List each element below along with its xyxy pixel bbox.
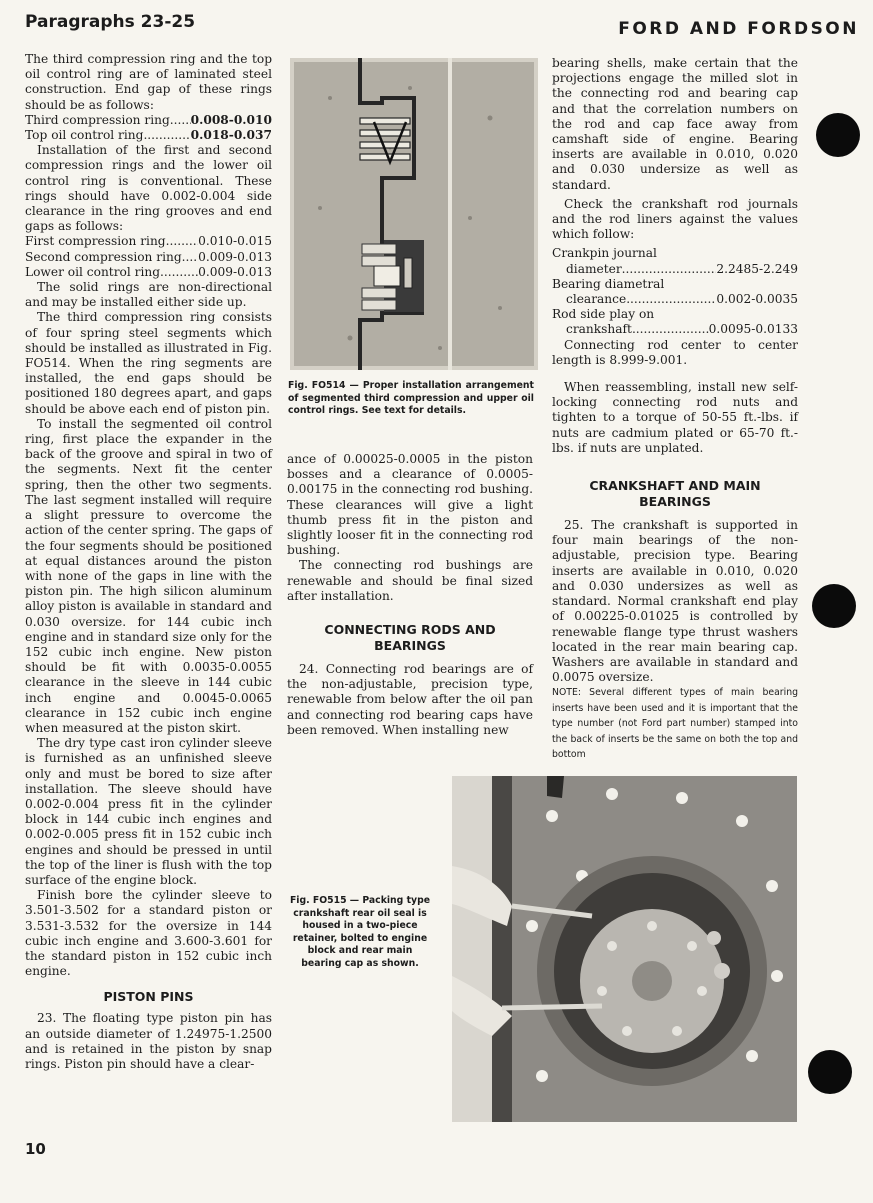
paragraph: Finish bore the cylinder sleeve to 3.501-3.502 for a standard piston or 3.531-3.532 for the oversize in 144 cubic inch engine and 3.600-3.601 for the standard piston in 152 cubic inch engine. — [25, 888, 272, 979]
page-header-right: FORD AND FORDSON — [618, 19, 859, 39]
spec-label: Lower oil control ring — [25, 264, 161, 279]
paragraph: Installation of the first and second compression rings and the lower oil control ring is conventional. These rings should have 0.002-0.004 side clearance in the ring grooves and end gaps as follows: — [25, 143, 272, 234]
spec-value: 2.2485-2.249 — [716, 261, 798, 276]
section-heading: CONNECTING RODS AND BEARINGS — [324, 622, 496, 654]
page-header-left: Paragraphs 23-25 — [25, 12, 196, 32]
page-number: 10 — [25, 1140, 46, 1158]
spec-row — [552, 322, 798, 337]
spec-row — [25, 113, 272, 128]
figure-caption: Fig. FO514 — Proper installation arrangement of segmented third compression and upper oil control rings. See text for details. — [288, 380, 534, 416]
spec-label: Top oil control ring — [25, 128, 144, 143]
column-3 — [552, 56, 798, 763]
paragraph: 23. The floating type piston pin has an outside diameter of 1.24975-1.2500 and is retained in the piston by snap rings. Piston pin should have a clear- — [25, 1011, 272, 1071]
spec-label: Third compression ring — [25, 112, 170, 127]
paragraph: 24. Connecting rod bearings are of the non-adjustable, precision type, renewable from below after the oil pan and connecting rod bearing caps have been removed. When installing new — [287, 662, 533, 737]
spec-row — [25, 265, 272, 280]
paragraph: ance of 0.00025-0.0005 in the piston bosses and a clearance of 0.0005-0.00175 in the connecting rod bushing. These clearances will give a light thumb press fit in the piston and slightly looser fit in the connecting rod bushing. — [287, 452, 533, 558]
paragraph: Connecting rod center to center length is 8.999-9.001. — [552, 337, 798, 367]
paragraph: 25. The crankshaft is supported in four main bearings of the non-adjustable, precision type. Bearing inserts are available in 0.010, 0.020 and 0.030 undersizes as well as standard. Normal crankshaft end play of 0.00225-0.01025 is controlled by renewable flange type thrust washers located in the rear main bearing cap. Washers are available in standard and 0.0075 oversize. — [552, 518, 798, 685]
spec-label: Bearing diametral — [552, 276, 665, 291]
spec-value: 0.002-0.0035 — [716, 292, 798, 307]
paragraph: The third compression ring and the top oil control ring are of laminated steel construction. End gap of these rings should be as follows: — [25, 52, 272, 112]
section-heading: CRANKSHAFT AND MAIN BEARINGS — [589, 478, 761, 510]
spec-label: Crankpin journal — [552, 246, 657, 261]
figure-fo515 — [452, 776, 797, 1122]
section-heading: PISTON PINS — [103, 989, 194, 1005]
note: NOTE: Several different types of main bearing inserts have been used and it is important that the type number (not Ford part number) stamped into the back of inserts be the same on both the top and bottom — [552, 687, 798, 761]
spec-row — [25, 234, 272, 249]
figure-fo514 — [290, 58, 538, 370]
spec-row — [552, 292, 798, 307]
paragraph: The dry type cast iron cylinder sleeve is furnished as an unfinished sleeve only and must be bored to size after installation. The sleeve should have 0.002-0.004 press fit in the cylinder block in 144 cubic inch engines and 0.002-0.005 press fit in 152 cubic inch engines and should be pressed in until the top of the liner is flush with the top surface of the engine block. — [25, 736, 272, 887]
spec-value: 0.008-0.010 — [190, 112, 272, 127]
spec-label: Rod side play on — [552, 307, 655, 322]
spec-label: Second compression ring — [25, 249, 182, 264]
spec-row — [552, 262, 798, 277]
paragraph: bearing shells, make certain that the projections engage the milled slot in the connecting rod and bearing cap and that the correlation numbers on the rod and cap face away from camshaft side of engine. Bearing inserts are available in 0.010, 0.020 and 0.030 undersize as well as standard. — [552, 56, 798, 192]
spec-value: 0.018-0.037 — [190, 128, 272, 143]
column-2 — [287, 452, 533, 738]
paragraph: The connecting rod bushings are renewable and should be final sized after installation. — [287, 558, 533, 603]
paragraph: When reassembling, install new self-locking connecting rod nuts and tighten to a torque of 50-55 ft.-lbs. if nuts are cadmium plated or 65-70 ft.-lbs. if nuts are unplated. — [552, 380, 798, 455]
spec-sub: clearance — [566, 292, 627, 307]
spec-row — [25, 250, 272, 265]
paragraph: Check the crankshaft rod journals and the rod liners against the values which follow: — [552, 196, 798, 242]
binder-hole — [812, 584, 856, 628]
binder-hole — [816, 113, 860, 157]
spec-label: First compression ring — [25, 234, 166, 249]
binder-hole — [808, 1050, 852, 1094]
spec-value: 0.009-0.013 — [198, 249, 272, 264]
spec-row — [25, 128, 272, 143]
figure-caption: Fig. FO515 — Packing type crankshaft rear oil seal is housed in a two-piece retainer, bolted to engine block and rear main bearing cap as shown. — [289, 895, 431, 969]
paragraph: The third compression ring consists of four spring steel segments which should be installed as illustrated in Fig. FO514. When the ring segments are installed, the end gaps should be positioned 180 degrees apart, and gaps should be above each end of piston pin. — [25, 310, 272, 416]
spec-value: 0.010-0.015 — [198, 234, 272, 249]
spec-sub: diameter — [566, 261, 622, 276]
spec-value: 0.0095-0.0133 — [708, 322, 798, 337]
spec-value: 0.009-0.013 — [198, 264, 272, 279]
paragraph: To install the segmented oil control ring, first place the expander in the back of the groove and spiral in two of the segments. Next fit the center spring, then the other two segments. The last segment installed will require a slight pressure to overcome the action of the center spring. The gaps of the four segments should be positioned at equal distances around the piston with none of the gaps in line with the piston pin. The high silicon aluminum alloy piston is available in standard and 0.030 oversize. for 144 cubic inch engine and in standard size only for the 152 cubic inch engine. New piston should be fit with 0.0035-0.0055 clearance in the sleeve in 144 cubic inch engine and 0.0045-0.0065 clearance in 152 cubic inch engine when measured at the piston skirt. — [25, 416, 272, 735]
column-1 — [25, 52, 272, 1072]
paragraph: The solid rings are non-directional and may be installed either side up. — [25, 280, 272, 310]
spec-sub: crankshaft — [566, 322, 632, 337]
